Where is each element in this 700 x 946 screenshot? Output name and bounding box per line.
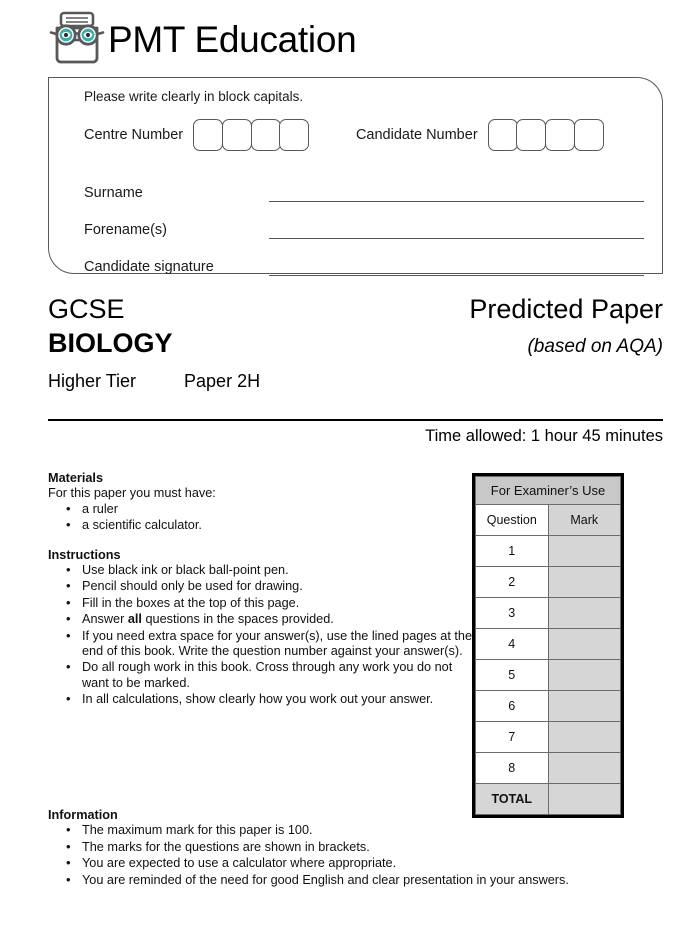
surname-label: Surname [84, 185, 143, 201]
instructions-heading: Instructions [48, 547, 121, 562]
subject-label: BIOLOGY [48, 328, 173, 358]
exam-board-note: (based on AQA) [527, 336, 663, 357]
candidate-number-input[interactable] [488, 119, 603, 151]
list-item: • You are reminded of the need for good English and clear presentation in your answers. [82, 873, 668, 888]
signature-label: Candidate signature [84, 259, 214, 275]
question-number: 5 [476, 660, 549, 691]
information-list [48, 823, 668, 888]
paper-label: Paper 2H [184, 371, 261, 391]
title-line-1 [48, 292, 663, 326]
table-row [476, 567, 621, 598]
brand-header [48, 8, 356, 70]
question-number: 4 [476, 629, 549, 660]
centre-number-cell[interactable] [193, 119, 223, 151]
tier-line [48, 368, 663, 394]
materials-list [48, 502, 473, 534]
question-number: 2 [476, 567, 549, 598]
title-divider [48, 419, 663, 421]
table-row [476, 722, 621, 753]
table-row [476, 536, 621, 567]
list-item: • The marks for the questions are shown in brackets. [82, 840, 668, 855]
forename-label: Forename(s) [84, 222, 167, 238]
mark-cell[interactable] [548, 722, 621, 753]
brand-name: PMT Education [108, 18, 357, 60]
table-total-row [476, 784, 621, 815]
mark-cell[interactable] [548, 660, 621, 691]
question-column-header: Question [476, 505, 549, 536]
table-row [476, 691, 621, 722]
spacer [48, 535, 473, 548]
forename-row [84, 217, 644, 239]
candidate-number-label: Candidate Number [355, 127, 478, 143]
centre-number-cell[interactable] [251, 119, 281, 151]
question-number: 1 [476, 536, 549, 567]
list-item: • a scientific calculator. [82, 518, 473, 533]
materials-heading: Materials [48, 471, 104, 485]
mark-cell[interactable] [548, 536, 621, 567]
list-item: • Fill in the boxes at the top of this page. [82, 596, 473, 611]
signature-row [84, 254, 644, 276]
centre-number-input[interactable] [193, 119, 308, 151]
candidate-number-cell[interactable] [574, 119, 604, 151]
examiner-use-header: For Examiner’s Use [476, 477, 621, 505]
question-number: 7 [476, 722, 549, 753]
materials-intro: For this paper you must have: [48, 486, 216, 501]
paper-type-label: Predicted Paper [469, 294, 663, 324]
centre-number-label: Centre Number [84, 127, 184, 143]
question-number: 3 [476, 598, 549, 629]
table-row [476, 598, 621, 629]
examiner-use-table [472, 473, 624, 818]
tier-label: Higher Tier [48, 371, 137, 391]
materials-and-instructions [48, 471, 473, 709]
table-row [476, 753, 621, 784]
time-allowed-label: Time allowed: 1 hour 45 minutes [425, 427, 663, 445]
question-number: 6 [476, 691, 549, 722]
question-number: 8 [476, 753, 549, 784]
table-column-head-row [476, 505, 621, 536]
candidate-number-cell[interactable] [516, 119, 546, 151]
mark-column-header: Mark [548, 505, 621, 536]
mark-cell[interactable] [548, 629, 621, 660]
list-item-answer-all [82, 612, 473, 627]
forename-input[interactable] [269, 225, 644, 239]
list-item: • Pencil should only be used for drawing. [82, 579, 473, 594]
qualification-label: GCSE [48, 294, 125, 324]
block-capitals-note: Please write clearly in block capitals. [84, 89, 304, 104]
paper-title-block [48, 292, 663, 394]
title-line-2 [48, 326, 663, 364]
mark-cell[interactable] [548, 567, 621, 598]
signature-input[interactable] [269, 262, 644, 276]
table-row [476, 660, 621, 691]
candidate-number-cell[interactable] [488, 119, 518, 151]
candidate-number-cell[interactable] [545, 119, 575, 151]
mark-cell[interactable] [548, 753, 621, 784]
information-section [48, 808, 668, 889]
answer-all-suffix: questions in the spaces provided. [141, 612, 334, 627]
list-item: • You are expected to use a calculator where appropriate. [82, 856, 668, 871]
list-item: • a ruler [82, 502, 473, 517]
answer-all-emphasis: all [127, 612, 142, 627]
list-item: • Use black ink or black ball-point pen. [82, 563, 473, 578]
centre-number-cell[interactable] [222, 119, 252, 151]
list-item: • The maximum mark for this paper is 100. [82, 823, 668, 838]
books-with-glasses-icon [48, 9, 106, 69]
surname-row [84, 180, 644, 202]
candidate-details-box [48, 77, 663, 274]
mark-cell[interactable] [548, 598, 621, 629]
instructions-list [48, 563, 473, 708]
table-header-row [476, 477, 621, 505]
number-entry-row [84, 118, 644, 152]
centre-number-cell[interactable] [279, 119, 309, 151]
table-row [476, 629, 621, 660]
total-label: TOTAL [476, 784, 549, 815]
information-heading: Information [48, 808, 118, 822]
list-item: • Do all rough work in this book. Cross through any work you do not want to be marked. [82, 660, 473, 691]
surname-input[interactable] [269, 188, 644, 202]
list-item: • If you need extra space for your answer(s), use the lined pages at the end of this book. Write the question number against your answer(s). [82, 629, 473, 660]
total-mark-cell[interactable] [548, 784, 621, 815]
mark-cell[interactable] [548, 691, 621, 722]
list-item: • In all calculations, show clearly how you work out your answer. [82, 692, 473, 707]
answer-all-prefix: Answer [82, 612, 128, 627]
